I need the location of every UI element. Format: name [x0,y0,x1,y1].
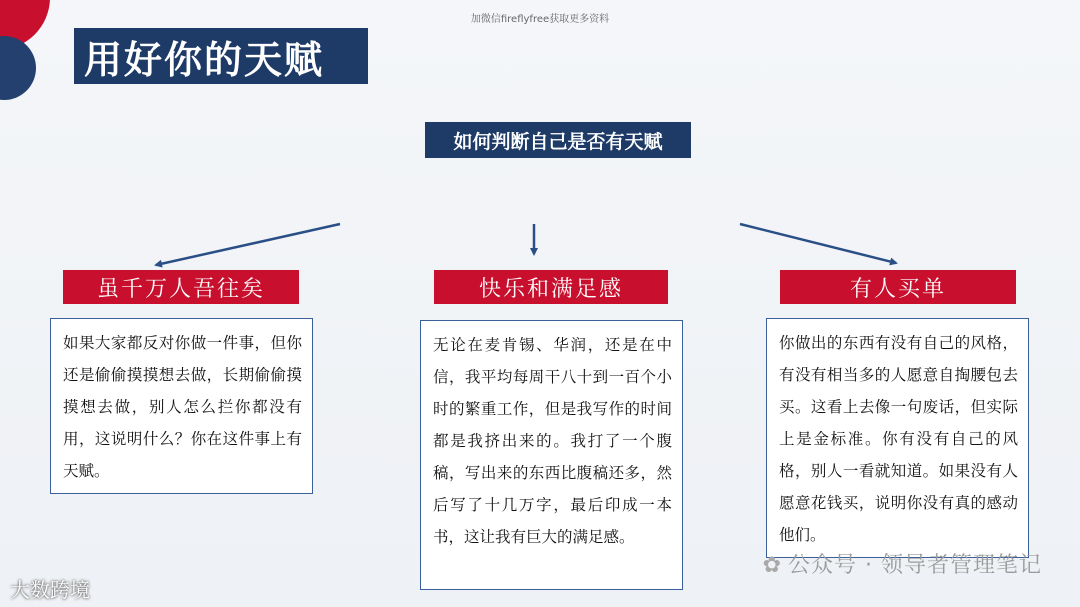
column-text-3: 你做出的东西有没有自己的风格，有没有相当多的人愿意自掏腰包去买。这看上去像一句废话，但实际上是金标准。你有没有自己的风格，别人一看就知道。如果没有人愿意花钱买，说明你没有真的感动他们。 [766,318,1029,558]
column-text-1: 如果大家都反对你做一件事，但你还是偷偷摸摸想去做，长期偷偷摸摸想去做，别人怎么拦你都没有用，这说明什么？你在这件事上有天赋。 [50,318,313,494]
watermark [763,548,1042,579]
column-heading-1: 虽千万人吾往矣 [63,270,299,304]
wechat-icon: ✿ [762,553,783,578]
column-heading-2: 快乐和满足感 [434,270,668,304]
watermark-text: 公众号 · 领导者管理笔记 [788,553,1042,578]
brand-logo: 大数跨境 [10,578,90,602]
column-heading-3: 有人买单 [780,270,1016,304]
arrow-left [156,224,340,265]
column-text-2: 无论在麦肯锡、华润，还是在中信，我平均每周干八十到一百个小时的繁重工作，但是我写作的时间都是我挤出来的。我打了一个腹稿，写出来的东西比腹稿还多，然后写了十几万字，最后印成一本书，这让我有巨大的满足感。 [420,320,683,590]
top-note: 加微信fireflyfree获取更多资料 [470,14,610,25]
question-box: 如何判断自己是否有天赋 [425,122,691,158]
arrow-right [740,224,896,263]
page-title: 用好你的天赋 [74,28,368,84]
